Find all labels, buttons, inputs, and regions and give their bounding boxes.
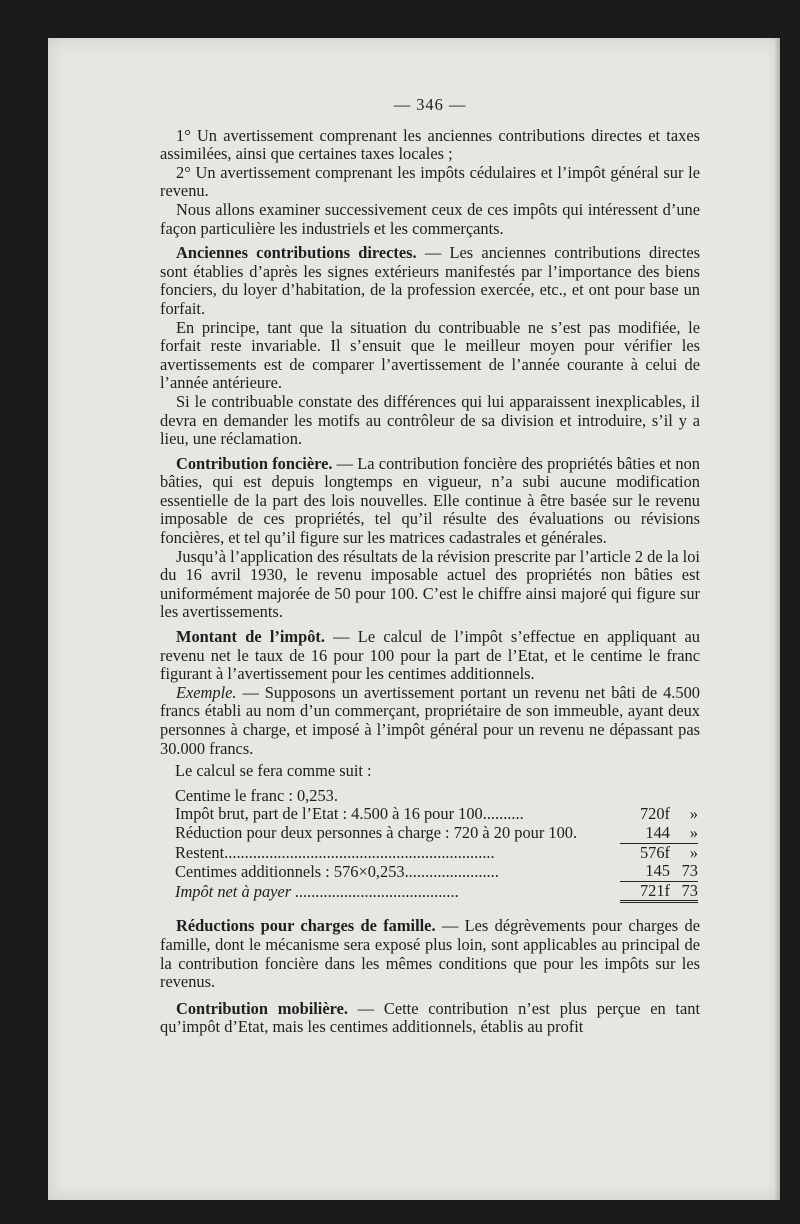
- calc-label: Restent..................................................................: [175, 843, 495, 862]
- calc-row: [175, 805, 698, 824]
- calculation-table: [175, 805, 698, 903]
- section-text: — La contribution foncière des propriétés bâties et non bâties, qui est depuis longtemps en vigueur, n’a subi aucune modification essentielle de la part des lois nouvelles. Elle continue à être basée sur le revenu imposable de ces propriétés, tel qu’il résulte des évaluations ou révisions foncières, et tel qu’il figure sur les matrices cadastrales et générales.: [160, 453, 701, 548]
- calc-total-row: [175, 881, 698, 902]
- calc-row: [175, 824, 698, 843]
- example-paragraph: [160, 684, 700, 758]
- calc-cents: »: [670, 824, 698, 843]
- section-anciennes-contributions: [160, 244, 700, 318]
- section-text: — Les anciennes contributions directes sont établies d’après les signes extérieurs manifestés par l’importance des biens fonciers, du loyer d’habitation, de la profession exercée, etc., et ont pour base un forfait.: [160, 243, 700, 318]
- calc-amount: 145: [620, 862, 670, 881]
- calc-label: Centimes additionnels : 576×0,253.......................: [175, 862, 499, 881]
- calc-amount: 721f: [620, 881, 670, 902]
- page-number: — 346 —: [393, 95, 467, 114]
- page-text: [160, 96, 700, 1037]
- calc-label: Réduction pour deux personnes à charge : 720 à 20 pour 100.: [175, 823, 578, 843]
- section-contribution-mobiliere: [160, 1000, 700, 1037]
- section-heading: Montant de l’impôt.: [176, 627, 325, 647]
- calc-row: [175, 862, 698, 881]
- section-heading: Contribution foncière.: [176, 453, 333, 473]
- section-heading: Contribution mobilière.: [176, 998, 348, 1018]
- section-montant-impot: [160, 628, 700, 684]
- calc-amount: 144: [620, 824, 670, 843]
- section-text: — Cette contribution n’est plus perçue en tant qu’impôt d’Etat, mais les centimes additionnels, établis au profit: [160, 998, 700, 1037]
- paragraph: En principe, tant que la situation du contribuable ne s’est pas modifiée, le forfait reste invariable. Il s’ensuit que le meilleur moyen pour vérifier les avertissements est de comparer l’avertissement de l’année courante à celui de l’année antérieure.: [160, 317, 700, 393]
- calc-cents: 73: [670, 862, 698, 881]
- book-page: [48, 38, 780, 1200]
- example-text: — Supposons un avertissement portant un revenu net bâti de 4.500 francs établi au nom d’un commerçant, propriétaire de son immeuble, ayant deux personnes à charge, et imposé à l’impôt général pour un revenu ne dépassant pas 30.000 francs.: [160, 682, 700, 758]
- section-contribution-fonciere: [160, 455, 700, 548]
- calc-cents: »: [689, 804, 698, 824]
- section-text: — Le calcul de l’impôt s’effectue en appliquant au revenu net le taux de 16 pour 100 pour la part de l’Etat, et le centime le franc figurant à l’avertissement pour les centimes additionnels.: [160, 627, 700, 684]
- section-reductions: [160, 917, 700, 991]
- calc-centime: Centime le franc : 0,253.: [175, 785, 338, 805]
- paragraph: Nous allons examiner successivement ceux de ces impôts qui intéressent d’une façon particulière les industriels et les commerçants.: [160, 199, 700, 238]
- calc-amount: 720f: [639, 804, 670, 824]
- calc-intro: Le calcul se fera comme suit :: [175, 761, 372, 781]
- calc-label: Impôt brut, part de l’Etat : 4.500 à 16 pour 100..........: [175, 805, 524, 824]
- section-heading: Réductions pour charges de famille.: [176, 916, 436, 936]
- calc-cents: »: [689, 842, 698, 862]
- paragraph: Jusqu’à l’application des résultats de la révision prescrite par l’article 2 de la loi du 16 avril 1930, le revenu imposable actuel des propriétés non bâties est uniformément majorée de 50 pour 100. C’est le chiffre ainsi majoré qui figure sur les avertissements.: [160, 546, 700, 622]
- paragraph: Si le contribuable constate des différences qui lui apparaissent inexplicables, il devra en demander les motifs au contrôleur de sa division et introduire, s’il y a lieu, une réclamation.: [160, 391, 700, 449]
- paragraph: 2° Un avertissement comprenant les impôts cédulaires et l’impôt général sur le revenu.: [160, 162, 700, 201]
- example-label: Exemple.: [176, 682, 237, 702]
- paragraph: 1° Un avertissement comprenant les anciennes contributions directes et taxes assimilées, ainsi que certaines taxes locales ;: [160, 125, 700, 164]
- section-text: — Les dégrèvements pour charges de famille, dont le mécanisme sera exposé plus loin, sont applicables au principal de la contribution foncière dans les mêmes conditions que pour les impôts sur les revenus.: [160, 916, 700, 992]
- calc-amount: 576f: [639, 842, 670, 862]
- section-heading: Anciennes contributions directes.: [176, 243, 417, 263]
- calc-cents: 73: [670, 881, 698, 902]
- calc-label: Impôt net à payer ........................................: [175, 882, 460, 902]
- calc-row: [175, 843, 698, 862]
